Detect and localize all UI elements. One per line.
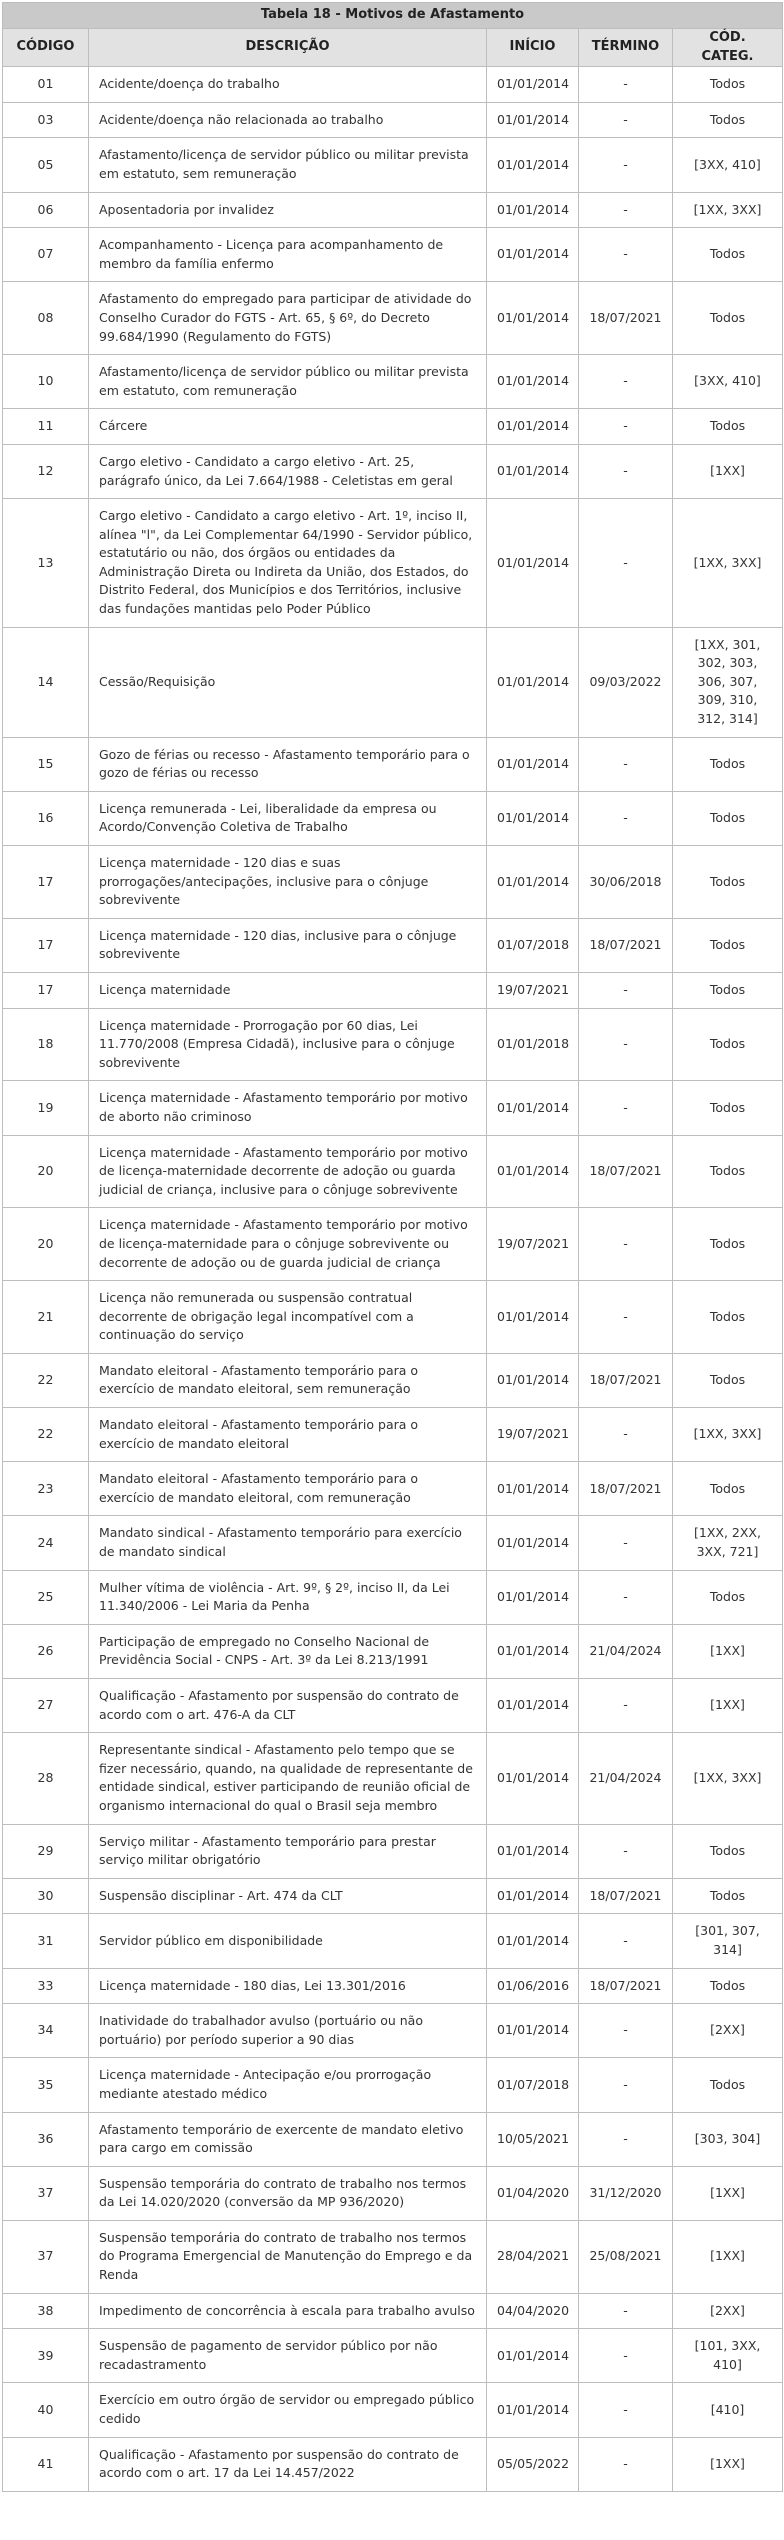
cell-descricao: Impedimento de concorrência à escala para trabalho avulso xyxy=(89,2293,487,2329)
cell-inicio: 01/07/2018 xyxy=(487,2058,579,2112)
cell-codigo: 23 xyxy=(3,1462,89,1516)
cell-inicio: 01/01/2014 xyxy=(487,1462,579,1516)
table-row xyxy=(3,409,783,445)
table-row xyxy=(3,444,783,498)
cell-descricao: Licença maternidade - Prorrogação por 60 dias, Lei 11.770/2008 (Empresa Cidadã), inclusive para o cônjuge sobrevivente xyxy=(89,1008,487,1081)
cell-codigo: 25 xyxy=(3,1570,89,1624)
table-row xyxy=(3,1462,783,1516)
cell-codigo: 17 xyxy=(3,972,89,1008)
cell-codigo: 34 xyxy=(3,2004,89,2058)
cell-termino: 09/03/2022 xyxy=(579,627,673,737)
table-row xyxy=(3,918,783,972)
cell-codigo: 17 xyxy=(3,846,89,919)
cell-termino: 18/07/2021 xyxy=(579,1968,673,2004)
cell-codigo: 41 xyxy=(3,2437,89,2491)
cell-codigo: 28 xyxy=(3,1733,89,1824)
cell-descricao: Servidor público em disponibilidade xyxy=(89,1914,487,1968)
cell-codigo: 37 xyxy=(3,2220,89,2293)
cell-codigo: 10 xyxy=(3,355,89,409)
cell-termino: - xyxy=(579,2112,673,2166)
cell-termino: 31/12/2020 xyxy=(579,2166,673,2220)
cell-cod-categ: Todos xyxy=(673,1281,783,1354)
table-row xyxy=(3,737,783,791)
cell-cod-categ: [2XX] xyxy=(673,2004,783,2058)
cell-inicio: 19/07/2021 xyxy=(487,1208,579,1281)
cell-codigo: 06 xyxy=(3,192,89,228)
cell-inicio: 01/01/2014 xyxy=(487,282,579,355)
cell-cod-categ: [1XX, 3XX] xyxy=(673,1408,783,1462)
cell-inicio: 01/01/2014 xyxy=(487,355,579,409)
table-row xyxy=(3,2437,783,2491)
cell-codigo: 19 xyxy=(3,1081,89,1135)
table-row xyxy=(3,1878,783,1914)
cell-termino: 21/04/2024 xyxy=(579,1624,673,1678)
table-row xyxy=(3,846,783,919)
cell-cod-categ: [1XX] xyxy=(673,2166,783,2220)
cell-descricao: Licença maternidade - Afastamento temporário por motivo de licença-maternidade decorrente de adoção ou guarda judicial de criança, inclusive para o cônjuge sobrevivente xyxy=(89,1135,487,1208)
cell-termino: - xyxy=(579,192,673,228)
table-row xyxy=(3,2112,783,2166)
table-row xyxy=(3,2166,783,2220)
cell-inicio: 01/01/2014 xyxy=(487,791,579,845)
cell-termino: 30/06/2018 xyxy=(579,846,673,919)
cell-descricao: Cargo eletivo - Candidato a cargo eletivo - Art. 25, parágrafo único, da Lei 7.664/1988 - Celetistas em geral xyxy=(89,444,487,498)
header-inicio: INÍCIO xyxy=(487,29,579,67)
cell-codigo: 20 xyxy=(3,1208,89,1281)
cell-descricao: Suspensão temporária do contrato de trabalho nos termos do Programa Emergencial de Manutenção do Emprego e da Renda xyxy=(89,2220,487,2293)
cell-inicio: 01/01/2014 xyxy=(487,1679,579,1733)
cell-codigo: 14 xyxy=(3,627,89,737)
cell-termino: - xyxy=(579,102,673,138)
table-row xyxy=(3,1624,783,1678)
cell-cod-categ: [1XX] xyxy=(673,2220,783,2293)
cell-cod-categ: Todos xyxy=(673,846,783,919)
cell-descricao: Cessão/Requisição xyxy=(89,627,487,737)
cell-termino: 18/07/2021 xyxy=(579,1353,673,1407)
table-row xyxy=(3,2383,783,2437)
cell-inicio: 01/06/2016 xyxy=(487,1968,579,2004)
cell-termino: - xyxy=(579,355,673,409)
cell-descricao: Acidente/doença do trabalho xyxy=(89,67,487,103)
cell-cod-categ: Todos xyxy=(673,67,783,103)
cell-termino: - xyxy=(579,2329,673,2383)
cell-descricao: Participação de empregado no Conselho Nacional de Previdência Social - CNPS - Art. 3º da Lei 8.213/1991 xyxy=(89,1624,487,1678)
cell-cod-categ: [3XX, 410] xyxy=(673,138,783,192)
header-codigo: CÓDIGO xyxy=(3,29,89,67)
cell-codigo: 17 xyxy=(3,918,89,972)
cell-termino: - xyxy=(579,2437,673,2491)
cell-codigo: 16 xyxy=(3,791,89,845)
cell-inicio: 01/01/2018 xyxy=(487,1008,579,1081)
cell-codigo: 01 xyxy=(3,67,89,103)
table-row xyxy=(3,2004,783,2058)
cell-inicio: 01/01/2014 xyxy=(487,499,579,628)
cell-descricao: Licença maternidade xyxy=(89,972,487,1008)
cell-cod-categ: [1XX, 301, 302, 303, 306, 307, 309, 310, 312, 314] xyxy=(673,627,783,737)
cell-termino: - xyxy=(579,1516,673,1570)
header-cod-categ: CÓD. CATEG. xyxy=(673,29,783,67)
cell-codigo: 13 xyxy=(3,499,89,628)
cell-descricao: Mandato eleitoral - Afastamento temporário para o exercício de mandato eleitoral, sem remuneração xyxy=(89,1353,487,1407)
cell-cod-categ: Todos xyxy=(673,102,783,138)
cell-descricao: Licença maternidade - 120 dias e suas prorrogações/antecipações, inclusive para o cônjuge sobrevivente xyxy=(89,846,487,919)
table-row xyxy=(3,192,783,228)
cell-cod-categ: [1XX] xyxy=(673,444,783,498)
cell-termino: - xyxy=(579,499,673,628)
cell-descricao: Suspensão de pagamento de servidor público por não recadastramento xyxy=(89,2329,487,2383)
cell-inicio: 01/01/2014 xyxy=(487,2383,579,2437)
cell-termino: 18/07/2021 xyxy=(579,282,673,355)
cell-inicio: 01/01/2014 xyxy=(487,1914,579,1968)
cell-inicio: 01/01/2014 xyxy=(487,737,579,791)
cell-inicio: 01/01/2014 xyxy=(487,102,579,138)
cell-codigo: 31 xyxy=(3,1914,89,1968)
cell-codigo: 03 xyxy=(3,102,89,138)
cell-descricao: Afastamento temporário de exercente de mandato eletivo para cargo em comissão xyxy=(89,2112,487,2166)
motivos-afastamento-table xyxy=(2,2,783,2492)
cell-descricao: Afastamento do empregado para participar de atividade do Conselho Curador do FGTS - Art. 65, § 6º, do Decreto 99.684/1990 (Regulamento do FGTS) xyxy=(89,282,487,355)
table-row xyxy=(3,1968,783,2004)
table-row xyxy=(3,2220,783,2293)
cell-inicio: 01/01/2014 xyxy=(487,1733,579,1824)
cell-termino: - xyxy=(579,1914,673,1968)
cell-termino: - xyxy=(579,138,673,192)
cell-descricao: Licença maternidade - Afastamento temporário por motivo de licença-maternidade para o cônjuge sobrevivente ou decorrente de adoção ou de guarda judicial de criança xyxy=(89,1208,487,1281)
cell-inicio: 01/01/2014 xyxy=(487,1135,579,1208)
cell-termino: - xyxy=(579,737,673,791)
cell-termino: - xyxy=(579,2293,673,2329)
cell-codigo: 12 xyxy=(3,444,89,498)
cell-codigo: 07 xyxy=(3,228,89,282)
cell-codigo: 29 xyxy=(3,1824,89,1878)
cell-descricao: Mandato eleitoral - Afastamento temporário para o exercício de mandato eleitoral, com remuneração xyxy=(89,1462,487,1516)
cell-descricao: Licença maternidade - 180 dias, Lei 13.301/2016 xyxy=(89,1968,487,2004)
table-row xyxy=(3,1824,783,1878)
cell-codigo: 18 xyxy=(3,1008,89,1081)
cell-termino: - xyxy=(579,1679,673,1733)
cell-descricao: Serviço militar - Afastamento temporário para prestar serviço militar obrigatório xyxy=(89,1824,487,1878)
cell-termino: - xyxy=(579,1824,673,1878)
cell-inicio: 19/07/2021 xyxy=(487,972,579,1008)
cell-inicio: 01/01/2014 xyxy=(487,2329,579,2383)
cell-inicio: 01/01/2014 xyxy=(487,67,579,103)
cell-cod-categ: Todos xyxy=(673,282,783,355)
cell-inicio: 01/01/2014 xyxy=(487,2004,579,2058)
cell-codigo: 40 xyxy=(3,2383,89,2437)
cell-codigo: 21 xyxy=(3,1281,89,1354)
cell-cod-categ: Todos xyxy=(673,409,783,445)
header-descricao: DESCRIÇÃO xyxy=(89,29,487,67)
cell-termino: - xyxy=(579,2383,673,2437)
cell-inicio: 05/05/2022 xyxy=(487,2437,579,2491)
cell-codigo: 39 xyxy=(3,2329,89,2383)
cell-cod-categ: [1XX] xyxy=(673,1624,783,1678)
table-row xyxy=(3,102,783,138)
table-row xyxy=(3,1081,783,1135)
table-row xyxy=(3,1570,783,1624)
cell-cod-categ: Todos xyxy=(673,1968,783,2004)
cell-termino: - xyxy=(579,1281,673,1354)
table-body xyxy=(3,67,783,2492)
cell-inicio: 01/01/2014 xyxy=(487,1878,579,1914)
cell-termino: - xyxy=(579,1008,673,1081)
cell-descricao: Cargo eletivo - Candidato a cargo eletivo - Art. 1º, inciso II, alínea "l", da Lei Complementar 64/1990 - Servidor público, estatutário ou não, dos órgãos ou entidades da Administração Direta ou Indireta da União, dos Estados, do Distrito Federal, dos Municípios e dos Territórios, inclusive das fundações mantidas pelo Poder Público xyxy=(89,499,487,628)
cell-termino: 18/07/2021 xyxy=(579,1878,673,1914)
cell-descricao: Aposentadoria por invalidez xyxy=(89,192,487,228)
cell-inicio: 01/01/2014 xyxy=(487,444,579,498)
cell-termino: - xyxy=(579,2058,673,2112)
cell-descricao: Acompanhamento - Licença para acompanhamento de membro da família enfermo xyxy=(89,228,487,282)
cell-termino: - xyxy=(579,444,673,498)
cell-inicio: 01/04/2020 xyxy=(487,2166,579,2220)
cell-inicio: 01/01/2014 xyxy=(487,1281,579,1354)
cell-termino: 21/04/2024 xyxy=(579,1733,673,1824)
cell-descricao: Mandato eleitoral - Afastamento temporário para o exercício de mandato eleitoral xyxy=(89,1408,487,1462)
cell-inicio: 01/01/2014 xyxy=(487,1516,579,1570)
cell-cod-categ: Todos xyxy=(673,1008,783,1081)
cell-codigo: 36 xyxy=(3,2112,89,2166)
cell-cod-categ: Todos xyxy=(673,1824,783,1878)
cell-termino: - xyxy=(579,1570,673,1624)
cell-cod-categ: Todos xyxy=(673,1462,783,1516)
cell-termino: 25/08/2021 xyxy=(579,2220,673,2293)
table-row xyxy=(3,627,783,737)
cell-inicio: 04/04/2020 xyxy=(487,2293,579,2329)
cell-inicio: 19/07/2021 xyxy=(487,1408,579,1462)
cell-cod-categ: Todos xyxy=(673,1081,783,1135)
cell-descricao: Afastamento/licença de servidor público ou militar prevista em estatuto, sem remuneração xyxy=(89,138,487,192)
cell-termino: 18/07/2021 xyxy=(579,1462,673,1516)
table-row xyxy=(3,972,783,1008)
cell-codigo: 08 xyxy=(3,282,89,355)
cell-inicio: 01/01/2014 xyxy=(487,1570,579,1624)
cell-termino: - xyxy=(579,228,673,282)
cell-cod-categ: Todos xyxy=(673,737,783,791)
cell-cod-categ: Todos xyxy=(673,1353,783,1407)
cell-codigo: 27 xyxy=(3,1679,89,1733)
cell-codigo: 33 xyxy=(3,1968,89,2004)
table-row xyxy=(3,2293,783,2329)
table-row xyxy=(3,228,783,282)
cell-codigo: 20 xyxy=(3,1135,89,1208)
cell-cod-categ: [301, 307, 314] xyxy=(673,1914,783,1968)
table-row xyxy=(3,1408,783,1462)
cell-cod-categ: [2XX] xyxy=(673,2293,783,2329)
cell-inicio: 28/04/2021 xyxy=(487,2220,579,2293)
cell-termino: 18/07/2021 xyxy=(579,1135,673,1208)
cell-cod-categ: [1XX, 3XX] xyxy=(673,1733,783,1824)
cell-codigo: 15 xyxy=(3,737,89,791)
cell-termino: - xyxy=(579,1408,673,1462)
table-row xyxy=(3,67,783,103)
cell-cod-categ: [1XX, 3XX] xyxy=(673,499,783,628)
table-row xyxy=(3,499,783,628)
cell-inicio: 10/05/2021 xyxy=(487,2112,579,2166)
cell-descricao: Cárcere xyxy=(89,409,487,445)
cell-codigo: 37 xyxy=(3,2166,89,2220)
cell-cod-categ: Todos xyxy=(673,2058,783,2112)
cell-termino: - xyxy=(579,972,673,1008)
cell-cod-categ: Todos xyxy=(673,1208,783,1281)
table-row xyxy=(3,1208,783,1281)
table-row xyxy=(3,138,783,192)
table-row xyxy=(3,355,783,409)
cell-inicio: 01/01/2014 xyxy=(487,228,579,282)
table-title: Tabela 18 - Motivos de Afastamento xyxy=(3,3,783,29)
cell-inicio: 01/01/2014 xyxy=(487,1824,579,1878)
cell-codigo: 24 xyxy=(3,1516,89,1570)
cell-inicio: 01/01/2014 xyxy=(487,409,579,445)
cell-codigo: 22 xyxy=(3,1353,89,1407)
cell-descricao: Suspensão disciplinar - Art. 474 da CLT xyxy=(89,1878,487,1914)
cell-termino: - xyxy=(579,1081,673,1135)
cell-descricao: Licença remunerada - Lei, liberalidade da empresa ou Acordo/Convenção Coletiva de Trabalho xyxy=(89,791,487,845)
cell-termino: - xyxy=(579,67,673,103)
cell-inicio: 01/01/2014 xyxy=(487,846,579,919)
cell-inicio: 01/01/2014 xyxy=(487,1081,579,1135)
cell-codigo: 22 xyxy=(3,1408,89,1462)
header-termino: TÉRMINO xyxy=(579,29,673,67)
cell-termino: - xyxy=(579,409,673,445)
cell-codigo: 30 xyxy=(3,1878,89,1914)
cell-descricao: Gozo de férias ou recesso - Afastamento temporário para o gozo de férias ou recesso xyxy=(89,737,487,791)
cell-cod-categ: [1XX, 3XX] xyxy=(673,192,783,228)
cell-descricao: Exercício em outro órgão de servidor ou empregado público cedido xyxy=(89,2383,487,2437)
cell-cod-categ: [101, 3XX, 410] xyxy=(673,2329,783,2383)
cell-cod-categ: Todos xyxy=(673,918,783,972)
cell-inicio: 01/01/2014 xyxy=(487,1624,579,1678)
table-row xyxy=(3,1008,783,1081)
cell-cod-categ: [303, 304] xyxy=(673,2112,783,2166)
motivos-afastamento-table-container xyxy=(2,2,782,2492)
cell-inicio: 01/01/2014 xyxy=(487,138,579,192)
cell-descricao: Mulher vítima de violência - Art. 9º, § 2º, inciso II, da Lei 11.340/2006 - Lei Maria da Penha xyxy=(89,1570,487,1624)
cell-cod-categ: [410] xyxy=(673,2383,783,2437)
cell-termino: 18/07/2021 xyxy=(579,918,673,972)
cell-cod-categ: [3XX, 410] xyxy=(673,355,783,409)
cell-descricao: Licença não remunerada ou suspensão contratual decorrente de obrigação legal incompatível com a continuação do serviço xyxy=(89,1281,487,1354)
cell-cod-categ: Todos xyxy=(673,972,783,1008)
cell-descricao: Licença maternidade - Antecipação e/ou prorrogação mediante atestado médico xyxy=(89,2058,487,2112)
cell-inicio: 01/07/2018 xyxy=(487,918,579,972)
table-row xyxy=(3,1679,783,1733)
cell-inicio: 01/01/2014 xyxy=(487,1353,579,1407)
cell-descricao: Afastamento/licença de servidor público ou militar prevista em estatuto, com remuneração xyxy=(89,355,487,409)
table-row xyxy=(3,1914,783,1968)
cell-codigo: 26 xyxy=(3,1624,89,1678)
cell-descricao: Licença maternidade - Afastamento temporário por motivo de aborto não criminoso xyxy=(89,1081,487,1135)
cell-inicio: 01/01/2014 xyxy=(487,627,579,737)
table-row xyxy=(3,282,783,355)
cell-descricao: Qualificação - Afastamento por suspensão do contrato de acordo com o art. 476-A da CLT xyxy=(89,1679,487,1733)
cell-cod-categ: Todos xyxy=(673,228,783,282)
cell-cod-categ: Todos xyxy=(673,1878,783,1914)
cell-descricao: Acidente/doença não relacionada ao trabalho xyxy=(89,102,487,138)
cell-descricao: Licença maternidade - 120 dias, inclusive para o cônjuge sobrevivente xyxy=(89,918,487,972)
cell-descricao: Suspensão temporária do contrato de trabalho nos termos da Lei 14.020/2020 (conversão da MP 936/2020) xyxy=(89,2166,487,2220)
cell-descricao: Mandato sindical - Afastamento temporário para exercício de mandato sindical xyxy=(89,1516,487,1570)
cell-cod-categ: Todos xyxy=(673,1135,783,1208)
table-row xyxy=(3,2329,783,2383)
table-row xyxy=(3,2058,783,2112)
cell-codigo: 35 xyxy=(3,2058,89,2112)
table-row xyxy=(3,791,783,845)
cell-termino: - xyxy=(579,2004,673,2058)
cell-codigo: 05 xyxy=(3,138,89,192)
cell-termino: - xyxy=(579,791,673,845)
cell-descricao: Representante sindical - Afastamento pelo tempo que se fizer necessário, quando, na qualidade de representante de entidade sindical, estiver participando de reunião oficial de organismo internacional do qual o Brasil seja membro xyxy=(89,1733,487,1824)
cell-cod-categ: [1XX] xyxy=(673,1679,783,1733)
table-row xyxy=(3,1135,783,1208)
table-row xyxy=(3,1353,783,1407)
cell-inicio: 01/01/2014 xyxy=(487,192,579,228)
cell-cod-categ: Todos xyxy=(673,1570,783,1624)
cell-codigo: 11 xyxy=(3,409,89,445)
table-row xyxy=(3,1281,783,1354)
cell-descricao: Inatividade do trabalhador avulso (portuário ou não portuário) por período superior a 90 dias xyxy=(89,2004,487,2058)
cell-cod-categ: [1XX] xyxy=(673,2437,783,2491)
cell-cod-categ: Todos xyxy=(673,791,783,845)
cell-descricao: Qualificação - Afastamento por suspensão do contrato de acordo com o art. 17 da Lei 14.457/2022 xyxy=(89,2437,487,2491)
table-row xyxy=(3,1516,783,1570)
cell-codigo: 38 xyxy=(3,2293,89,2329)
cell-termino: - xyxy=(579,1208,673,1281)
cell-cod-categ: [1XX, 2XX, 3XX, 721] xyxy=(673,1516,783,1570)
table-row xyxy=(3,1733,783,1824)
